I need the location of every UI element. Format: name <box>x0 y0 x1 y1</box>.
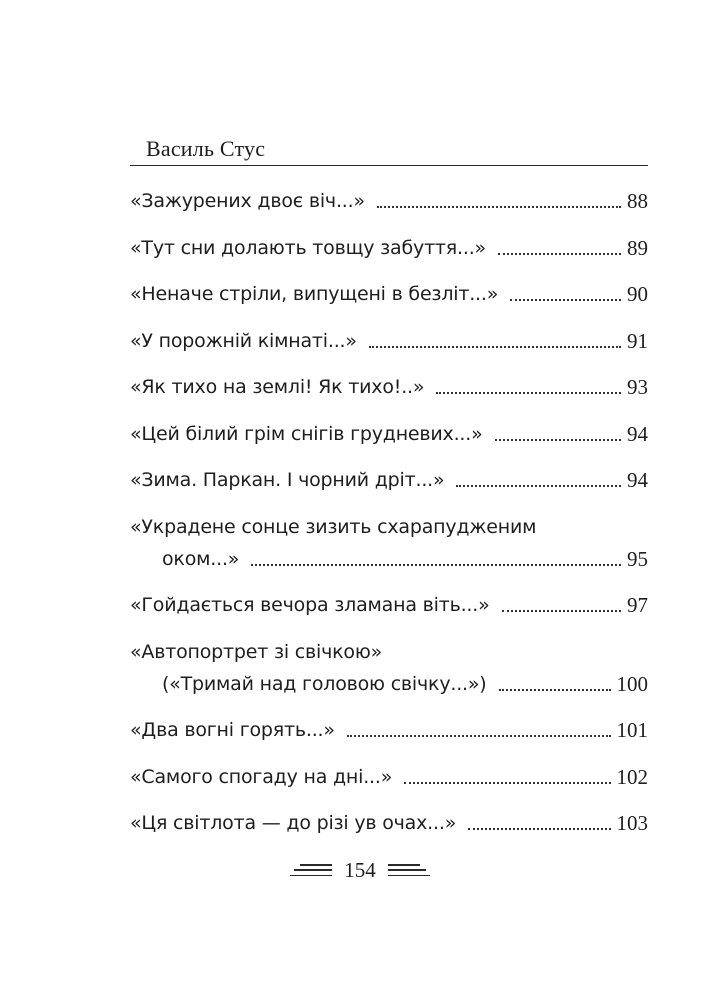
toc-entry-line <box>130 511 648 543</box>
toc-entry-page-number: 90 <box>627 282 648 306</box>
toc-entry-page-number: 88 <box>627 189 648 213</box>
dot-leader <box>251 564 621 566</box>
toc-entry-title: «Самого спогаду на дні...» <box>130 765 393 788</box>
toc-entry-title: «Неначе стріли, випущені в безліт...» <box>130 283 499 305</box>
toc-entry-page-number: 95 <box>627 546 648 571</box>
toc-entry-page-number: 101 <box>616 718 648 742</box>
dot-leader <box>498 253 621 255</box>
toc-entry-title: «Ця світлота — до різі ув очах...» <box>130 812 457 834</box>
toc-entry-title: оком...» <box>162 547 240 570</box>
toc-entry-line <box>130 278 648 310</box>
toc-entry-title: («Тримай над головою свічку...») <box>162 672 487 695</box>
toc-entry <box>130 511 648 575</box>
toc-entry <box>130 418 648 450</box>
toc-entry-page-number: 94 <box>627 421 648 446</box>
toc-entry-page-number: 103 <box>616 811 648 835</box>
dot-leader <box>369 346 621 348</box>
toc-entry-title: «У порожній кімнаті...» <box>130 329 357 352</box>
toc-entry-line <box>130 464 648 496</box>
toc-entry-title: «Автопортрет зі свічкою» <box>130 640 383 663</box>
header-author: Василь Стус <box>146 136 266 161</box>
toc-entry-page-number: 102 <box>616 764 648 789</box>
toc-entry-line <box>130 543 648 575</box>
page-number: 154 <box>344 858 376 882</box>
toc-entry <box>130 278 648 310</box>
toc-entry <box>130 761 648 793</box>
page-footer <box>0 852 720 888</box>
dot-leader <box>510 299 621 301</box>
toc-entry-line <box>130 371 648 403</box>
dot-leader <box>468 828 610 830</box>
toc-entry-line <box>130 714 648 746</box>
toc-entry-page-number: 89 <box>627 235 648 260</box>
dot-leader <box>502 610 621 612</box>
dot-leader <box>377 206 621 208</box>
dot-leader <box>436 392 621 394</box>
table-of-contents <box>130 185 648 854</box>
toc-entry-title: «Як тихо на землі! Як тихо!..» <box>130 376 425 398</box>
dot-leader <box>347 735 611 737</box>
toc-entry-page-number: 93 <box>627 375 648 399</box>
toc-entry-title: «Украдене сонце зизить схарапудженим <box>130 515 537 538</box>
toc-entry-line <box>130 807 648 839</box>
toc-entry-page-number: 97 <box>627 593 648 617</box>
toc-entry <box>130 636 648 700</box>
toc-entry-title: «Зима. Паркан. І чорний дріт...» <box>130 469 445 491</box>
dot-leader <box>404 782 610 784</box>
toc-entry-line <box>130 589 648 621</box>
toc-entry-line <box>130 636 648 668</box>
toc-entry-title: «Два вогні горять...» <box>130 719 335 741</box>
toc-entry-line <box>130 761 648 793</box>
toc-entry-title: «Цей білий грім снігів грудневих...» <box>130 422 483 445</box>
toc-entry-title: «Гойдається вечора зламана віть...» <box>130 594 490 616</box>
toc-entry-line <box>130 232 648 264</box>
toc-entry-title: «Тут сни долають товщу забуття...» <box>130 236 486 259</box>
toc-entry-page-number: 100 <box>616 671 648 696</box>
toc-entry-line <box>130 668 648 700</box>
toc-entry <box>130 464 648 496</box>
toc-entry <box>130 807 648 839</box>
toc-entry-line <box>130 185 648 217</box>
dot-leader <box>456 485 621 487</box>
toc-entry <box>130 185 648 217</box>
dot-leader <box>495 439 621 441</box>
toc-entry-page-number: 91 <box>627 328 648 353</box>
ornament-right-icon <box>388 864 430 876</box>
toc-entry-page-number: 94 <box>627 468 648 492</box>
toc-entry <box>130 232 648 264</box>
toc-entry-line <box>130 325 648 357</box>
toc-entry <box>130 371 648 403</box>
running-header <box>130 133 648 166</box>
toc-entry <box>130 589 648 621</box>
toc-entry-title: «Зажурених двоє віч...» <box>130 190 365 212</box>
toc-entry <box>130 714 648 746</box>
ornament-left-icon <box>290 864 332 876</box>
dot-leader <box>499 689 611 691</box>
toc-entry <box>130 325 648 357</box>
toc-entry-line <box>130 418 648 450</box>
